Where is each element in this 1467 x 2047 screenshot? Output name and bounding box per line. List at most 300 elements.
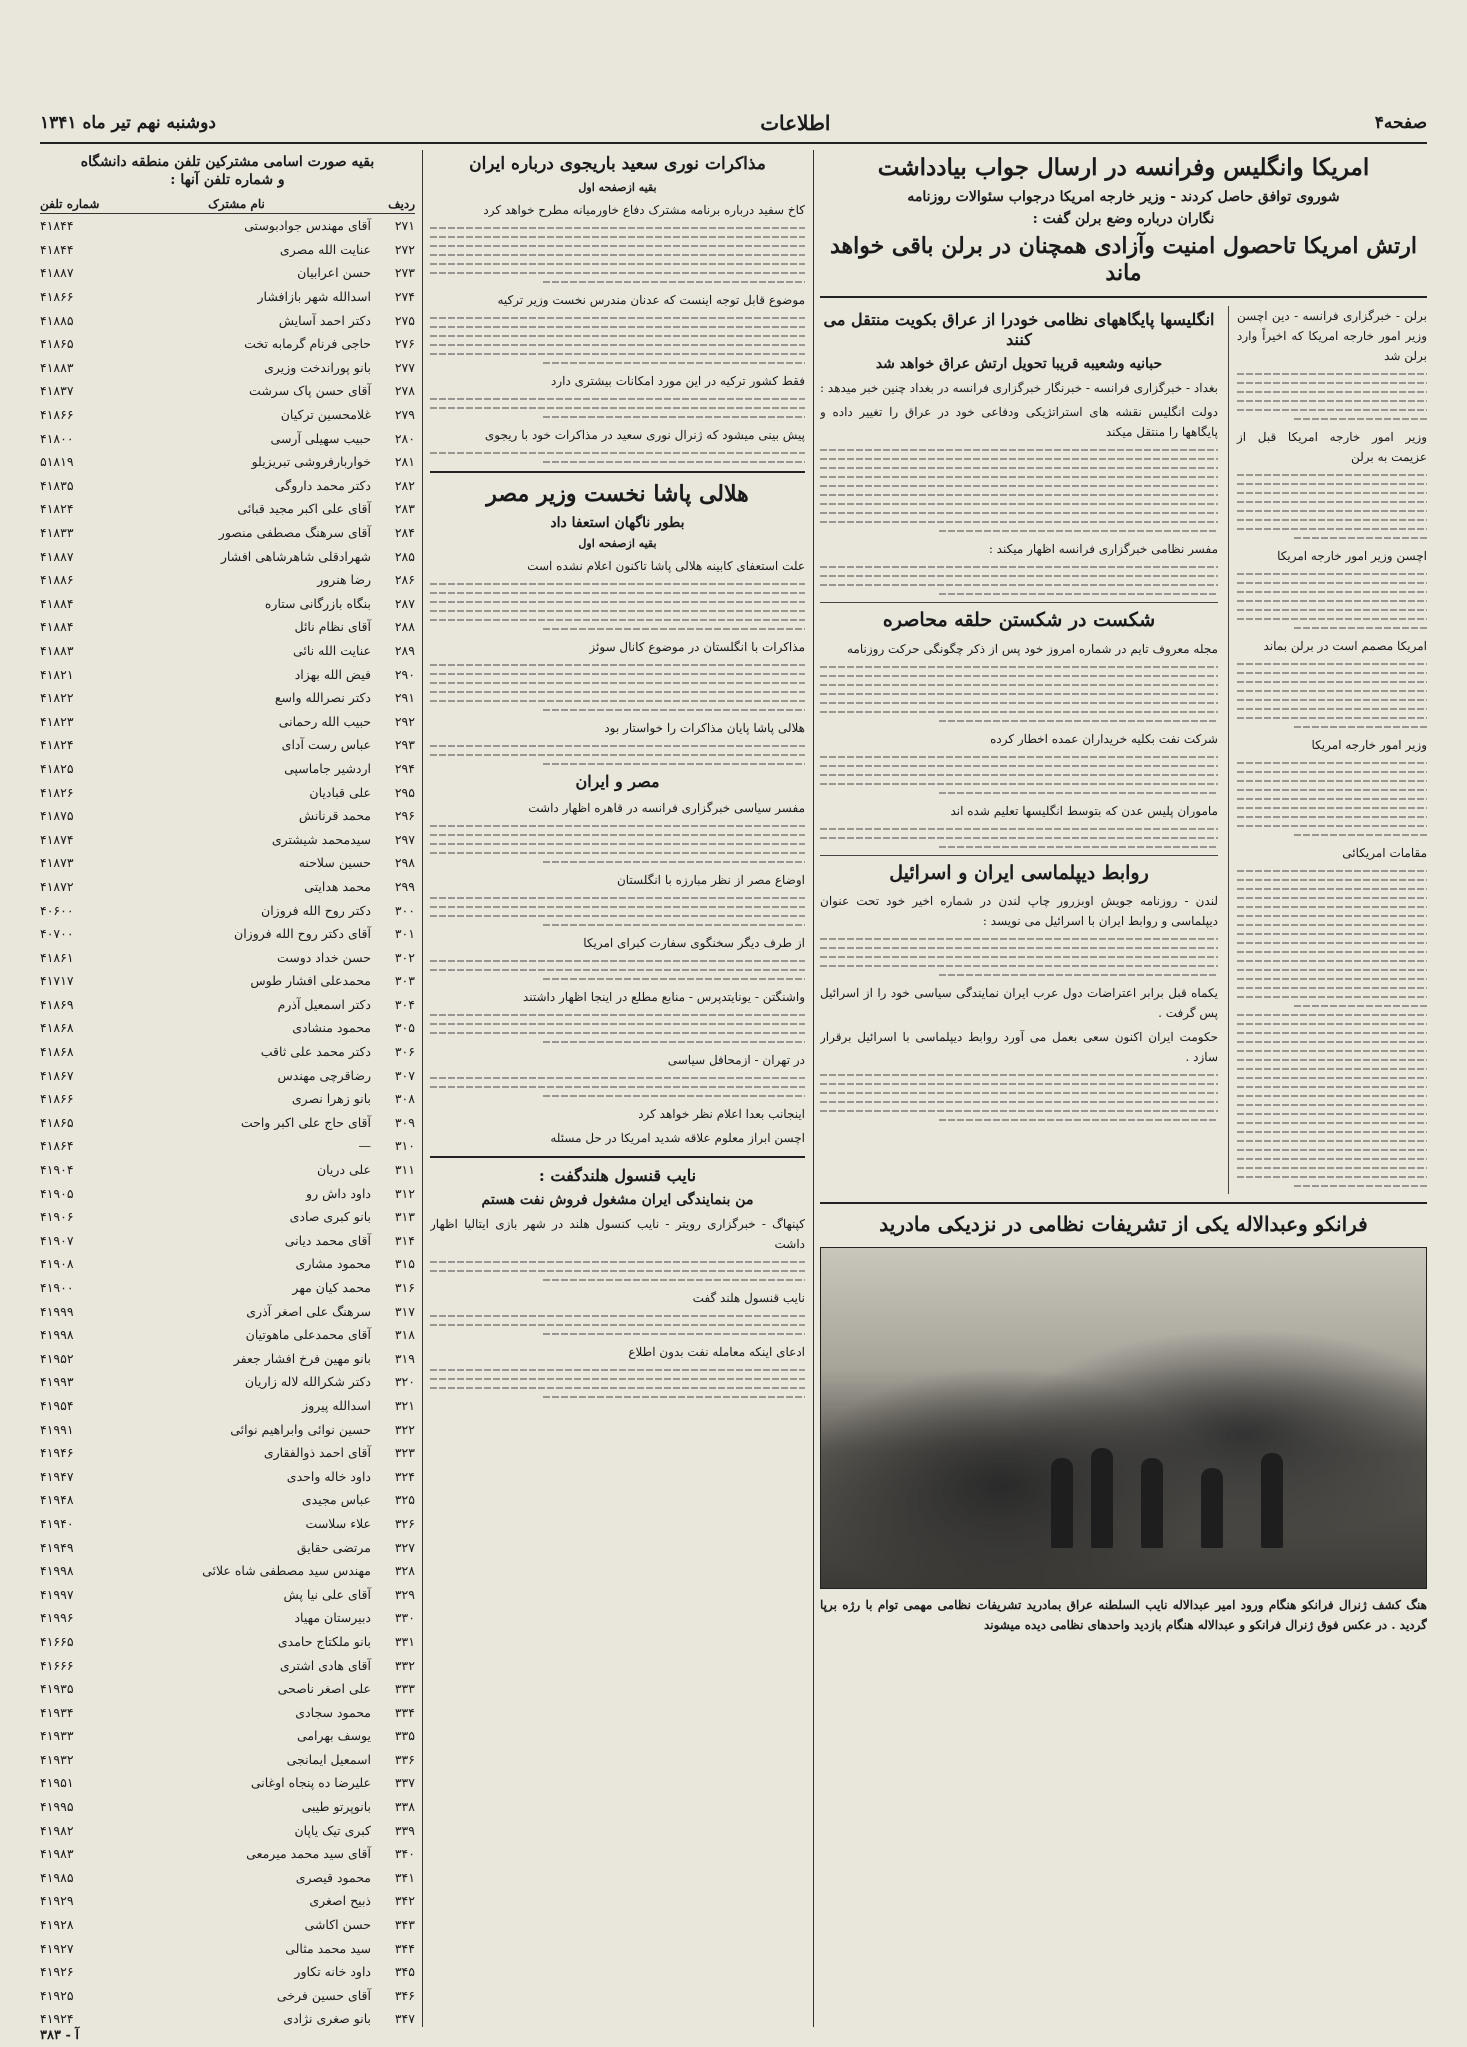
iraq-para-1: بغداد - خبرگزاری فرانسه - خبرنگار خبرگزاری فرانسه در بغداد چنین خبر میدهد : (820, 380, 1218, 395)
hilali-para-6: از طرف دیگر سخنگوی سفارت کبرای امریکا (583, 935, 805, 950)
phone-number: ۴۱۹۰۴ (40, 1162, 74, 1178)
col-header-name: نام مشترک (102, 195, 371, 214)
table-row (40, 332, 415, 356)
table-row (40, 639, 415, 663)
subscriber-name: دکتر اسمعیل آذرم (277, 996, 371, 1012)
table-row (40, 1866, 415, 1890)
hilali-para-5: اوضاع مصر از نظر مبارزه با انگلستان (616, 872, 805, 887)
phone-number: ۴۱۸۸۵ (40, 312, 74, 328)
subscriber-name: محمد قرنانش (298, 808, 371, 824)
row-number: ۲۸۱ (394, 454, 415, 470)
subscriber-name: — (358, 1138, 371, 1154)
phone-directory-table (40, 195, 415, 2027)
subscriber-name: علی دریان (316, 1162, 371, 1178)
table-row (40, 1724, 415, 1748)
phone-number: ۴۱۸۲۲ (40, 690, 74, 706)
row-number: ۳۰۲ (394, 949, 415, 965)
subscriber-name: علیرضا ده پنجاه اوغانی (250, 1775, 371, 1791)
phone-number: ۴۱۸۷۳ (40, 855, 74, 871)
subhead-iraq: حبانیه وشعیبه قریبا تحویل ارتش عراق خواهد شد (875, 355, 1163, 372)
subscriber-name: علاء سلاست (305, 1515, 371, 1531)
row-number: ۳۱۴ (394, 1232, 415, 1248)
phone-number: ۴۰۶۰۰ (40, 902, 74, 918)
table-row (40, 1913, 415, 1937)
phone-number: ۴۱۹۴۸ (40, 1492, 74, 1508)
phone-number: ۴۱۸۶۶ (40, 407, 74, 423)
subscriber-name: آقای سید محمد میرمعی (246, 1846, 371, 1862)
table-row (40, 686, 415, 710)
row-number: ۳۳۰ (394, 1610, 415, 1626)
row-number: ۳۲۴ (394, 1468, 415, 1484)
table-row (40, 1984, 415, 2008)
subscriber-name: حسن اکاشی (304, 1917, 371, 1933)
table-row (40, 1842, 415, 1866)
continued-label-2: بقیه ازصفحه اول (578, 536, 657, 550)
subscriber-name: دکتر محمد علی ثاقب (260, 1044, 371, 1060)
subscriber-name: دکتر نصرالله واسع (274, 690, 371, 706)
subscriber-name: محمود مشاری (295, 1256, 371, 1272)
subscriber-name: آقای حسین فرخی (276, 1987, 371, 2003)
phone-number: ۴۱۸۸۴ (40, 595, 74, 611)
subscriber-name: بانوپرتو طیبی (301, 1799, 371, 1815)
table-row (40, 898, 415, 922)
table-row (40, 804, 415, 828)
table-row (40, 1063, 415, 1087)
table-row (40, 922, 415, 946)
subscriber-name: بانو کبری صادی (289, 1209, 371, 1225)
subscriber-name: حبیب الله رحمانی (278, 713, 371, 729)
table-row (40, 1512, 415, 1536)
col-header-row: ردیف (371, 195, 415, 214)
row-number: ۳۴۲ (394, 1893, 415, 1909)
subhead-berlin-2: نگاران درباره وضع برلن گفت : (1032, 210, 1215, 227)
row-number: ۳۲۹ (394, 1586, 415, 1602)
row-number: ۲۸۶ (394, 572, 415, 588)
row-number: ۳۴۶ (394, 1987, 415, 2003)
subscriber-name: آقای نظام نائل (294, 619, 371, 635)
phone-number: ۴۱۸۴۴ (40, 241, 74, 257)
phone-number: ۴۱۹۲۵ (40, 1987, 74, 2003)
phone-number: ۴۱۹۴۰ (40, 1515, 74, 1531)
phone-number: ۴۱۸۲۵ (40, 760, 74, 776)
table-row (40, 450, 415, 474)
row-number: ۳۲۷ (394, 1539, 415, 1555)
phone-number: ۴۱۹۳۲ (40, 1751, 74, 1767)
headline-berlin-2: ارتش امریکا تاحصول امنیت وآزادی همچنان در برلن باقی خواهد ماند (829, 232, 1418, 287)
row-number: ۳۱۶ (394, 1280, 415, 1296)
phone-number: ۴۱۸۶۵ (40, 1114, 74, 1130)
subscriber-name: رضا هنرور (317, 572, 371, 588)
table-row (40, 993, 415, 1017)
table-row (40, 285, 415, 309)
table-row (40, 1347, 415, 1371)
continued-label: بقیه ازصفحه اول (578, 181, 657, 195)
table-row (40, 1488, 415, 1512)
table-row (40, 1535, 415, 1559)
phone-number: ۴۱۸۷۵ (40, 808, 74, 824)
paper-name: اطلاعات (760, 111, 831, 135)
subscriber-name: حسن خداد دوست (276, 949, 371, 965)
phone-number: ۴۱۹۰۷ (40, 1232, 74, 1248)
subscriber-name: محمد هدایتی (304, 878, 371, 894)
subscriber-name: آقای مهندس جوادبوستی (244, 218, 371, 234)
phone-number: ۴۱۹۹۷ (40, 1586, 74, 1602)
hilali-para-1: علت استعفای کابینه هلالی پاشا تاکنون اعلام نشده است (527, 558, 805, 573)
subscriber-name: بانو زهرا نصری (291, 1091, 371, 1107)
row-number: ۳۰۶ (394, 1044, 415, 1060)
table-row (40, 544, 415, 568)
phone-number: ۴۱۸۶۶ (40, 289, 74, 305)
phone-number: ۴۱۹۵۱ (40, 1775, 74, 1791)
row-number: ۳۳۱ (394, 1633, 415, 1649)
subscriber-name: آقای حسن پاک سرشت (249, 383, 371, 399)
table-row (40, 709, 415, 733)
row-number: ۳۲۳ (394, 1445, 415, 1461)
phone-number: ۴۱۹۴۹ (40, 1539, 74, 1555)
headline-berlin: امریکا وانگلیس وفرانسه در ارسال جواب بیادداشت (877, 154, 1370, 181)
row-number: ۳۴۵ (394, 1964, 415, 1980)
subscriber-name: حسن اعرابیان (297, 265, 371, 281)
row-number: ۳۳۸ (394, 1799, 415, 1815)
hilali-para-3: هلالی پاشا پایان مذاکرات را خواستار بود (604, 720, 805, 735)
subscriber-name: خواربارفروشی تبریزیلو (251, 454, 371, 470)
phone-number: ۴۱۹۰۰ (40, 1280, 74, 1296)
table-row (40, 827, 415, 851)
masthead (40, 108, 1427, 138)
subscriber-name: دکتر شکرالله لاله زاریان (244, 1374, 371, 1390)
subscriber-name: دکتر احمد آسایش (278, 312, 371, 328)
phone-number: ۴۱۸۳۵ (40, 477, 74, 493)
divider (820, 296, 1427, 298)
row-number: ۳۲۶ (394, 1515, 415, 1531)
table-row (40, 1417, 415, 1441)
row-number: ۳۲۰ (394, 1374, 415, 1390)
phone-number: ۴۱۹۴۷ (40, 1468, 74, 1484)
phone-number: ۴۱۸۸۷ (40, 548, 74, 564)
headline-siege: شکست در شکستن حلقه محاصره (882, 608, 1156, 631)
column-directory (40, 150, 415, 2027)
row-number: ۲۹۰ (394, 666, 415, 682)
phone-number: ۴۱۸۸۴ (40, 619, 74, 635)
table-row (40, 1559, 415, 1583)
phone-number: ۴۱۸۶۴ (40, 1138, 74, 1154)
row-number: ۳۲۱ (394, 1397, 415, 1413)
hilali-para-4: مفسر سیاسی خبرگزاری فرانسه در قاهره اظهار داشت (528, 800, 805, 815)
table-row (40, 1653, 415, 1677)
subscriber-name: آقای علی نیا پش (283, 1586, 371, 1602)
row-number: ۳۲۸ (394, 1563, 415, 1579)
table-row (40, 875, 415, 899)
row-number: ۲۸۸ (394, 619, 415, 635)
subscriber-name: سید محمد مثالی (285, 1940, 371, 1956)
row-number: ۳۰۳ (394, 973, 415, 989)
phone-number: ۴۱۹۸۳ (40, 1846, 74, 1862)
table-row (40, 1111, 415, 1135)
table-row (40, 1936, 415, 1960)
franco-photo (820, 1247, 1427, 1589)
row-number: ۳۳۴ (394, 1704, 415, 1720)
directory-title-2: و شماره تلفن آنها : (170, 171, 285, 188)
row-number: ۲۹۴ (394, 760, 415, 776)
subscriber-name: مهندس سید مصطفی شاه علائی (202, 1563, 371, 1579)
subscriber-name: آقای محمدعلی ماهوتیان (245, 1327, 371, 1343)
table-row (40, 379, 415, 403)
column-right (820, 150, 1427, 2027)
subscriber-name: شهرادقلی شاهرشاهی افشار (220, 548, 371, 564)
subscriber-name: حسین سلاحنه (298, 855, 371, 871)
subscriber-name: اسدالله شهر بازافشار (257, 289, 371, 305)
table-row (40, 261, 415, 285)
row-number: ۳۴۳ (394, 1917, 415, 1933)
row-number: ۳۴۰ (394, 1846, 415, 1862)
subscriber-name: کبری تیک یاپان (294, 1822, 371, 1838)
table-row (40, 1276, 415, 1300)
table-row (40, 2007, 415, 2027)
row-number: ۳۱۵ (394, 1256, 415, 1272)
table-row (40, 780, 415, 804)
table-row (40, 238, 415, 262)
row-number: ۲۷۶ (394, 336, 415, 352)
row-number: ۲۹۷ (394, 831, 415, 847)
berlin-para-3: اچسن وزیر امور خارجه امریکا (1277, 548, 1427, 563)
table-row (40, 474, 415, 498)
table-row (40, 356, 415, 380)
subscriber-name: محمود سجادی (295, 1704, 371, 1720)
phone-number: ۴۱۸۲۱ (40, 666, 74, 682)
row-number: ۲۷۹ (394, 407, 415, 423)
subscriber-name: یوسف بهرامی (296, 1728, 371, 1744)
phone-number: ۴۱۹۲۶ (40, 1964, 74, 1980)
subscriber-name: دبیرستان مهیاد (294, 1610, 371, 1626)
row-number: ۲۸۵ (394, 548, 415, 564)
column-divider (422, 150, 423, 2027)
row-number: ۳۳۳ (394, 1681, 415, 1697)
phone-number: ۴۱۸۸۶ (40, 572, 74, 588)
hilali-para-8: در تهران - ازمحافل سیاسی (667, 1052, 805, 1067)
row-number: ۲۹۹ (394, 878, 415, 894)
hilali-para-9: اینجانب بعدا اعلام نظر خواهد کرد (638, 1106, 805, 1121)
headline-hilali: هلالی پاشا نخست وزیر مصر (486, 481, 749, 508)
row-number: ۳۱۲ (394, 1185, 415, 1201)
phone-number: ۴۱۹۰۶ (40, 1209, 74, 1225)
column-middle (430, 150, 805, 2027)
subscriber-name: آقای احمد ذوالفقاری (263, 1445, 371, 1461)
table-row (40, 497, 415, 521)
subscriber-name: آقای دکتر روح الله فروزان (234, 926, 371, 942)
table-row (40, 1087, 415, 1111)
table-row (40, 1205, 415, 1229)
row-number: ۲۷۸ (394, 383, 415, 399)
page-label: صفحه۴ (1374, 113, 1427, 133)
phone-number: ۴۱۹۹۸ (40, 1327, 74, 1343)
subscriber-name: بانو پوراندخت وزیری (264, 359, 371, 375)
siege-para-2: شرکت نفت بکلیه خریداران عمده اخطار کرده (990, 731, 1218, 746)
phone-number: ۴۱۹۹۳ (40, 1374, 74, 1390)
subhead-hilali: بطور ناگهان استعفا داد (550, 514, 685, 531)
subscriber-name: علی اصغر ناصحی (277, 1681, 371, 1697)
subscriber-name: سیدمحمد شیشتری (271, 831, 371, 847)
berlin-article (1228, 306, 1427, 1194)
subscriber-name: آقای حاج علی اکبر واحت (240, 1114, 371, 1130)
row-number: ۳۱۸ (394, 1327, 415, 1343)
row-number: ۳۴۴ (394, 1940, 415, 1956)
row-number: ۲۸۳ (394, 501, 415, 517)
subscriber-name: علی قبادیان (309, 784, 371, 800)
phone-number: ۴۱۹۲۴ (40, 2011, 74, 2027)
subscriber-name: محمد کیان مهر (292, 1280, 371, 1296)
headline-egypt-iran: مصر و ایران (575, 771, 660, 791)
phone-number: ۴۱۹۹۱ (40, 1421, 74, 1437)
phone-number: ۴۱۸۷۲ (40, 878, 74, 894)
phone-number: ۴۱۸۲۶ (40, 784, 74, 800)
subscriber-name: حسین نوائی وابراهیم نوائی (230, 1421, 371, 1437)
table-row (40, 214, 415, 238)
row-number: ۳۰۰ (394, 902, 415, 918)
phone-number: ۴۱۸۶۹ (40, 996, 74, 1012)
subscriber-name: داود داش رو (306, 1185, 371, 1201)
phone-number: ۴۱۹۵۴ (40, 1397, 74, 1413)
phone-number: ۴۱۹۳۴ (40, 1704, 74, 1720)
table-row (40, 1795, 415, 1819)
table-row (40, 1134, 415, 1158)
table-row (40, 308, 415, 332)
phone-number: ۴۱۹۳۵ (40, 1681, 74, 1697)
phone-number: ۴۱۸۶۵ (40, 336, 74, 352)
headline-franco: فرانکو وعبدالاله یکی از تشریفات نظامی در نزدیکی مادرید (879, 1211, 1368, 1236)
row-number: ۲۹۳ (394, 737, 415, 753)
subscriber-name: آقای سرهنگ مصطفی منصور (218, 525, 371, 541)
berlin-para-5: وزیر امور خارجه امریکا (1311, 737, 1427, 752)
table-row (40, 1181, 415, 1205)
relations-para-1: لندن - روزنامه جویش اوبزرور چاپ لندن در شماره اخیر خود تحت عنوان دیپلماسی و روابط ایران با اسرائیل می نویسد : (820, 894, 1218, 929)
iraq-para-2: دولت انگلیس نقشه های استراتژیکی ودفاعی خود در عراق را تغییر داده و پایگاهها را منتقل میکند (820, 404, 1218, 439)
phone-number: ۴۱۶۶۶ (40, 1657, 74, 1673)
masthead-rule (40, 142, 1427, 144)
table-row (40, 1630, 415, 1654)
row-number: ۲۹۸ (394, 855, 415, 871)
subscriber-name: محمود منشادی (292, 1020, 371, 1036)
subscriber-name: اسمعیل ایمانجی (286, 1751, 371, 1767)
phone-number: ۴۱۸۶۶ (40, 1091, 74, 1107)
column-divider (813, 150, 814, 2027)
subhead-dutch-consul: من بنمایندگی ایران مشغول فروش نفت هستم (481, 1191, 754, 1208)
col-header-phone: شماره تلفن (40, 195, 102, 214)
subhead-berlin-1: شوروی توافق حاصل کردند - وزیر خارجه امریکا درجواب سئوالات روزنامه (907, 188, 1340, 205)
headline-nuri: مذاکرات نوری سعید باریجوی درباره ایران (469, 154, 766, 174)
headline-iraq: انگلیسها پایگاههای نظامی خودرا از عراق بکویت منتقل می کنند (823, 309, 1215, 349)
subscriber-name: اسدالله پیروز (302, 1397, 371, 1413)
phone-number: ۴۱۸۶۸ (40, 1020, 74, 1036)
relations-para-2: یکماه قبل برابر اعتراضات دول عرب ایران نمایندگی سیاسی خود را از اسرائیل پس گرفت . (820, 986, 1218, 1021)
table-row (40, 568, 415, 592)
phone-number: ۴۱۹۰۵ (40, 1185, 74, 1201)
table-row (40, 1771, 415, 1795)
phone-number: ۵۱۸۱۹ (40, 454, 74, 470)
table-row (40, 592, 415, 616)
phone-number: ۴۱۸۴۴ (40, 218, 74, 234)
table-row (40, 757, 415, 781)
row-number: ۳۲۲ (394, 1421, 415, 1437)
phone-number: ۴۱۸۳۷ (40, 383, 74, 399)
directory-rows (40, 214, 415, 2028)
subscriber-name: آقای علی اکبر مجید قبائی (237, 501, 371, 517)
table-row (40, 426, 415, 450)
row-number: ۳۳۲ (394, 1657, 415, 1673)
subscriber-name: عباس مجیدی (301, 1492, 371, 1508)
row-number: ۳۳۵ (394, 1728, 415, 1744)
headline-dutch-consul: نایب قنسول هلندگفت : (538, 1165, 697, 1185)
row-number: ۲۸۴ (394, 525, 415, 541)
phone-number: ۴۱۸۸۳ (40, 359, 74, 375)
subscriber-name: داود خانه تکاور (294, 1964, 371, 1980)
subscriber-name: ذبیح اصغری (309, 1893, 371, 1909)
row-number: ۲۸۷ (394, 595, 415, 611)
subscriber-name: بانو مهین فرخ افشار جعفر (233, 1350, 371, 1366)
subscriber-name: آقای هادی اشتری (279, 1657, 371, 1673)
berlin-para-1: برلن - خبرگزاری فرانسه - دین اچسن وزیر امور خارجه امریکا که اخیراً وارد برلن شد (1237, 308, 1427, 363)
phone-number: ۴۱۹۲۷ (40, 1940, 74, 1956)
subscriber-name: سرهنگ علی اصغر آذری (246, 1303, 371, 1319)
table-row (40, 1229, 415, 1253)
table-row (40, 945, 415, 969)
iraq-para-3: مفسر نظامی خبرگزاری فرانسه اظهار میکند : (988, 541, 1218, 556)
row-number: ۳۱۰ (394, 1138, 415, 1154)
subscriber-name: اردشیر جاماسپی (284, 760, 371, 776)
phone-number: ۴۱۸۸۳ (40, 642, 74, 658)
subscriber-name: بانو صغری نژادی (283, 2011, 371, 2027)
row-number: ۳۰۷ (394, 1067, 415, 1083)
iraq-article-column (820, 306, 1218, 1194)
table-row (40, 1040, 415, 1064)
phone-number: ۴۱۸۶۱ (40, 949, 74, 965)
consul-para-3: ادعای اینکه معامله نفت بدون اطلاع (628, 1344, 805, 1359)
table-row (40, 1464, 415, 1488)
table-row (40, 851, 415, 875)
franco-caption: هنگ کشف ژنرال فرانکو هنگام ورود امیر عبدالاله نایب السلطنه عراق بمادرید تشریفات نظامی مهمی توام با رژه برپا گردید . در عکس فوق ژنرال فرانکو و عبدالاله هنگام بازدید واحدهای نظامی دیده میشوند (820, 1597, 1427, 1632)
table-row (40, 1960, 415, 1984)
table-row (40, 1748, 415, 1772)
phone-number: ۴۱۹۸۲ (40, 1822, 74, 1838)
row-number: ۲۸۹ (394, 642, 415, 658)
hilali-para-10: اچسن ابراز معلوم علاقه شدید امریکا در حل مسئله (550, 1130, 805, 1145)
phone-number: ۴۱۸۶۸ (40, 1044, 74, 1060)
phone-number: ۴۱۹۰۸ (40, 1256, 74, 1272)
phone-number: ۴۱۹۹۵ (40, 1799, 74, 1815)
row-number: ۳۰۹ (394, 1114, 415, 1130)
row-number: ۳۱۱ (394, 1162, 415, 1178)
row-number: ۲۷۷ (394, 359, 415, 375)
row-number: ۲۹۶ (394, 808, 415, 824)
phone-number: ۴۱۸۶۷ (40, 1067, 74, 1083)
berlin-para-4: امریکا مصمم است در برلن بماند (1263, 638, 1427, 653)
row-number: ۳۴۷ (394, 2011, 415, 2027)
row-number: ۲۷۴ (394, 289, 415, 305)
table-row (40, 1441, 415, 1465)
row-number: ۲۸۲ (394, 477, 415, 493)
subscriber-name: مرتضی حقایق (296, 1539, 371, 1555)
row-number: ۳۴۱ (394, 1869, 415, 1885)
berlin-para-6: مقامات امریکائی (1342, 845, 1427, 860)
nuri-para-3: فقط کشور ترکیه در این مورد امکانات بیشتری دارد (550, 374, 805, 389)
nuri-para-1: کاخ سفید درباره برنامه مشترک دفاع خاورمیانه مطرح خواهد کرد (483, 203, 805, 218)
row-number: ۲۷۳ (394, 265, 415, 281)
subscriber-name: محمود قیصری (295, 1869, 371, 1885)
row-number: ۳۰۱ (394, 926, 415, 942)
row-number: ۳۱۳ (394, 1209, 415, 1225)
subscriber-name: داود خاله واحدی (286, 1468, 371, 1484)
table-row (40, 1370, 415, 1394)
phone-number: ۴۱۹۲۸ (40, 1917, 74, 1933)
